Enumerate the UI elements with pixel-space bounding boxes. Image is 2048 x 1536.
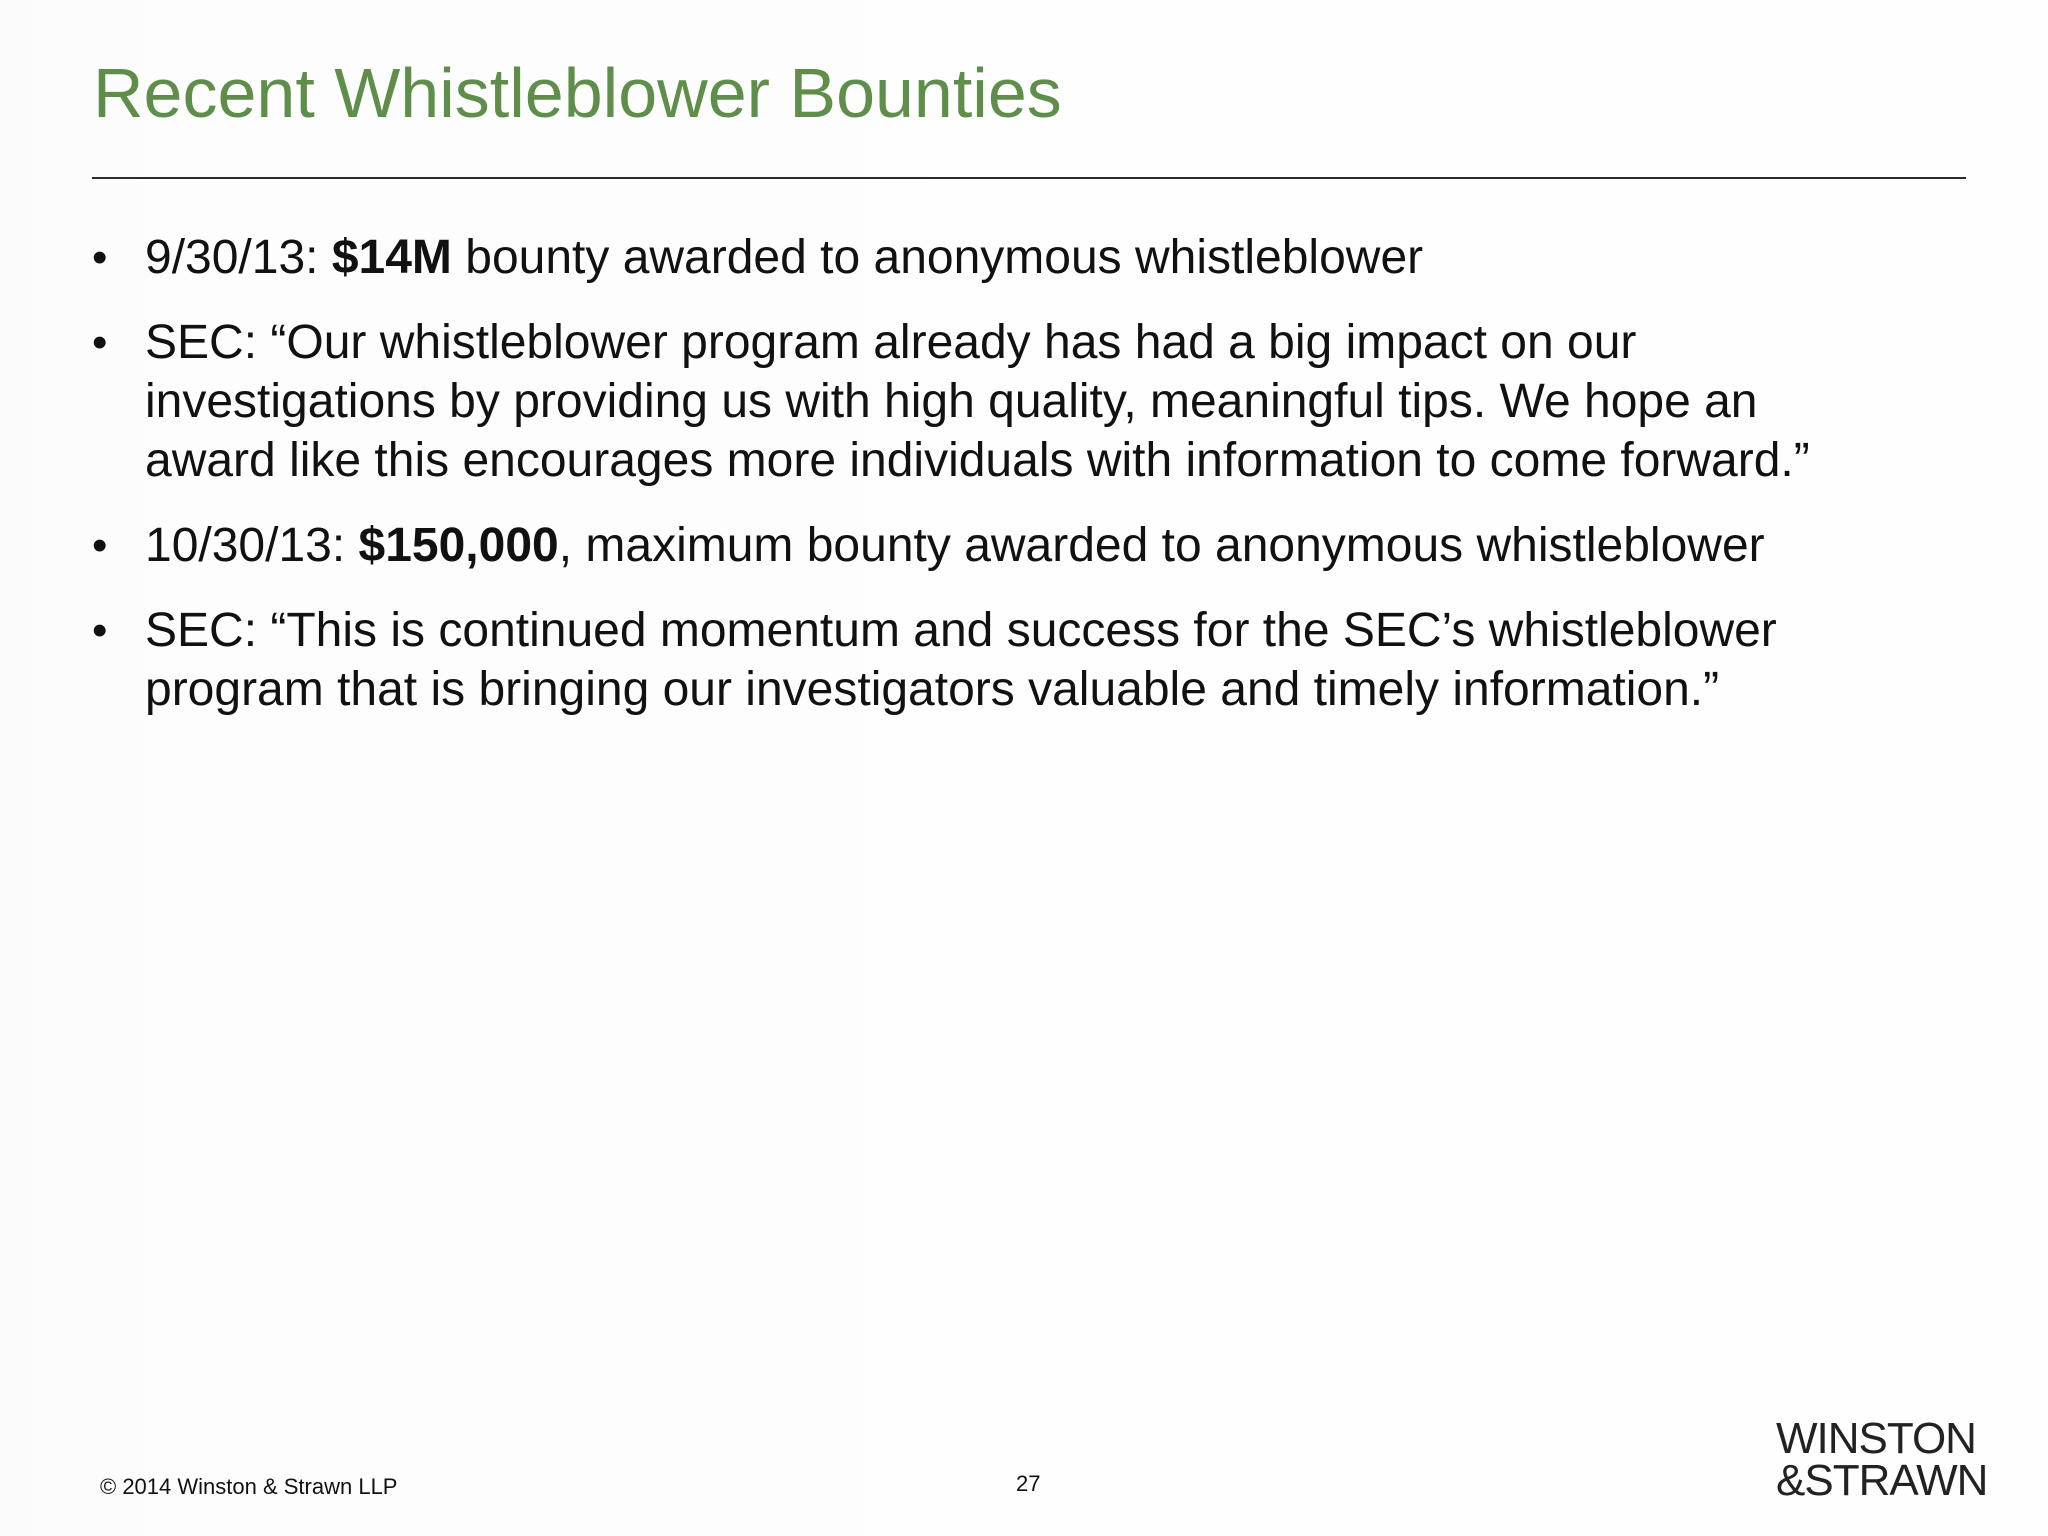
bullet-icon: • xyxy=(92,521,108,570)
quote-line: SEC: “This is continued momentum and success for the SEC’s whistleblower xyxy=(145,604,1777,657)
quote-line: SEC: “Our whistleblower program already has had a big impact on our xyxy=(145,316,1637,369)
page-number: 27 xyxy=(1016,1471,1041,1496)
bullet-text xyxy=(145,601,1972,719)
quote-line: award like this encourages more individuals with information to come forward.” xyxy=(145,434,1810,487)
title-divider xyxy=(92,177,1966,179)
award-amount: $14M xyxy=(331,231,452,284)
winston-strawn-logo xyxy=(1776,1414,1988,1505)
bullet-icon: • xyxy=(92,606,108,655)
quote-line: investigations by providing us with high quality, meaningful tips. We hope an xyxy=(145,375,1758,428)
bullet-item-3 xyxy=(92,516,1972,575)
bullet-icon: • xyxy=(92,318,108,367)
bullet-item-4 xyxy=(92,601,1972,719)
bullet-text: 10/30/13: $150,000, maximum bounty awarded to anonymous whistleblower xyxy=(145,519,1765,572)
copyright-notice: © 2014 Winston & Strawn LLP xyxy=(100,1474,398,1499)
bullet-text xyxy=(145,313,1972,490)
logo-line-2: &STRAWN xyxy=(1776,1456,1988,1505)
award-amount: $150,000 xyxy=(358,519,559,572)
quote-line: program that is bringing our investigators valuable and timely information.” xyxy=(145,663,1720,716)
bullet-item-2 xyxy=(92,313,1972,490)
logo-line-1: WINSTON xyxy=(1776,1414,1976,1463)
bullet-list xyxy=(92,228,1972,745)
bullet-icon: • xyxy=(92,233,108,282)
bullet-item-1 xyxy=(92,228,1972,287)
bullet-text: 9/30/13: $14M bounty awarded to anonymous whistleblower xyxy=(145,231,1424,284)
slide-title: Recent Whistleblower Bounties xyxy=(93,54,1062,132)
